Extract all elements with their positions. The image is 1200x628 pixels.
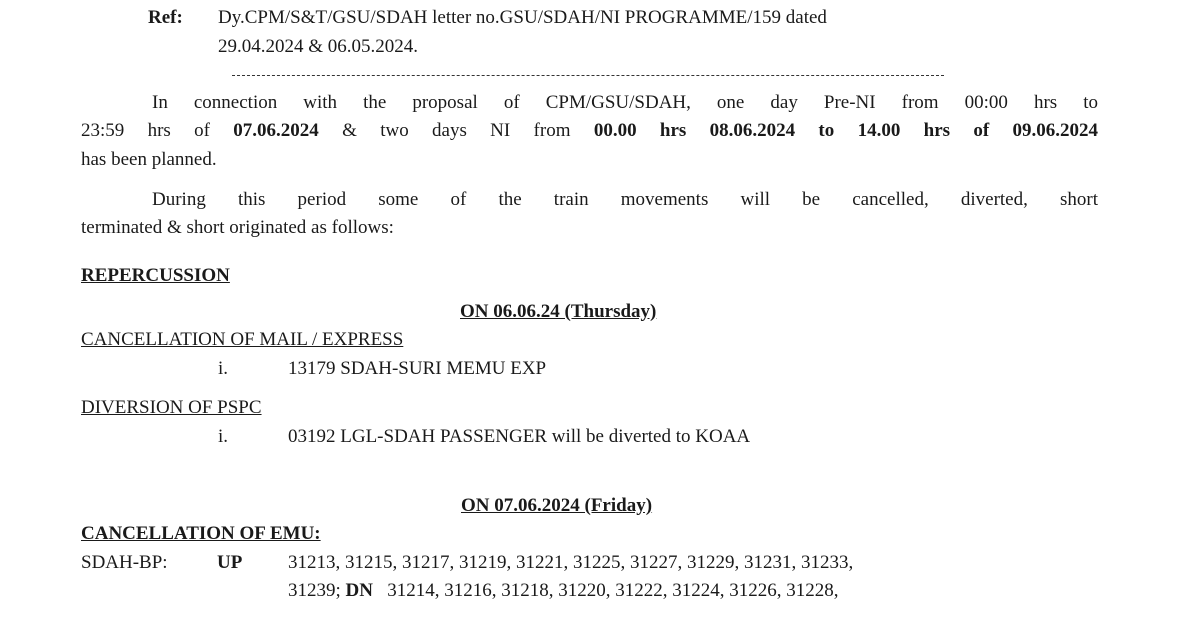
ref-line-1: Dy.CPM/S&T/GSU/SDAH letter no.GSU/SDAH/NI PROGRAMME/159 dated bbox=[218, 7, 827, 28]
day1-cancellation-num: i. bbox=[218, 358, 229, 379]
ref-label: Ref: bbox=[148, 7, 183, 28]
para2-line-1: During this period some of the train movements will be cancelled, diverted, short bbox=[152, 189, 1098, 210]
route-label: SDAH-BP: bbox=[81, 552, 168, 573]
para1-line-2: 23:59 hrs of 07.06.2024 & two days NI from 00.00 hrs 08.06.2024 to 14.00 hrs of 09.06.2024 bbox=[81, 120, 1098, 141]
day1-heading: ON 06.06.24 (Thursday) bbox=[460, 301, 657, 322]
day2-heading: ON 07.06.2024 (Friday) bbox=[461, 495, 653, 516]
day1-cancellation-title: CANCELLATION OF MAIL / EXPRESS bbox=[81, 329, 404, 350]
day1-cancellation-item: 13179 SDAH-SURI MEMU EXP bbox=[288, 358, 547, 379]
day2-cancellation-title: CANCELLATION OF EMU: bbox=[81, 523, 321, 544]
ref-line-2: 29.04.2024 & 06.05.2024. bbox=[218, 36, 419, 57]
day1-diversion-num: i. bbox=[218, 426, 229, 447]
up-train-list: 31213, 31215, 31217, 31219, 31221, 31225, 31227, 31229, 31231, 31233, bbox=[288, 552, 854, 573]
para1-line-1: In connection with the proposal of CPM/GSU/SDAH, one day Pre-NI from 00:00 hrs to bbox=[152, 92, 1098, 113]
repercussion-heading: REPERCUSSION bbox=[81, 265, 230, 286]
para2-line-2: terminated & short originated as follows: bbox=[81, 217, 394, 238]
up-label: UP bbox=[217, 552, 243, 573]
day1-diversion-item: 03192 LGL-SDAH PASSENGER will be diverted to KOAA bbox=[288, 426, 751, 447]
day1-diversion-title: DIVERSION OF PSPC bbox=[81, 397, 262, 418]
para1-line-3: has been planned. bbox=[81, 149, 217, 170]
up-train-list-cont: 31239; DN 31214, 31216, 31218, 31220, 31222, 31224, 31226, 31228, bbox=[288, 580, 839, 601]
dashed-divider bbox=[232, 75, 944, 76]
